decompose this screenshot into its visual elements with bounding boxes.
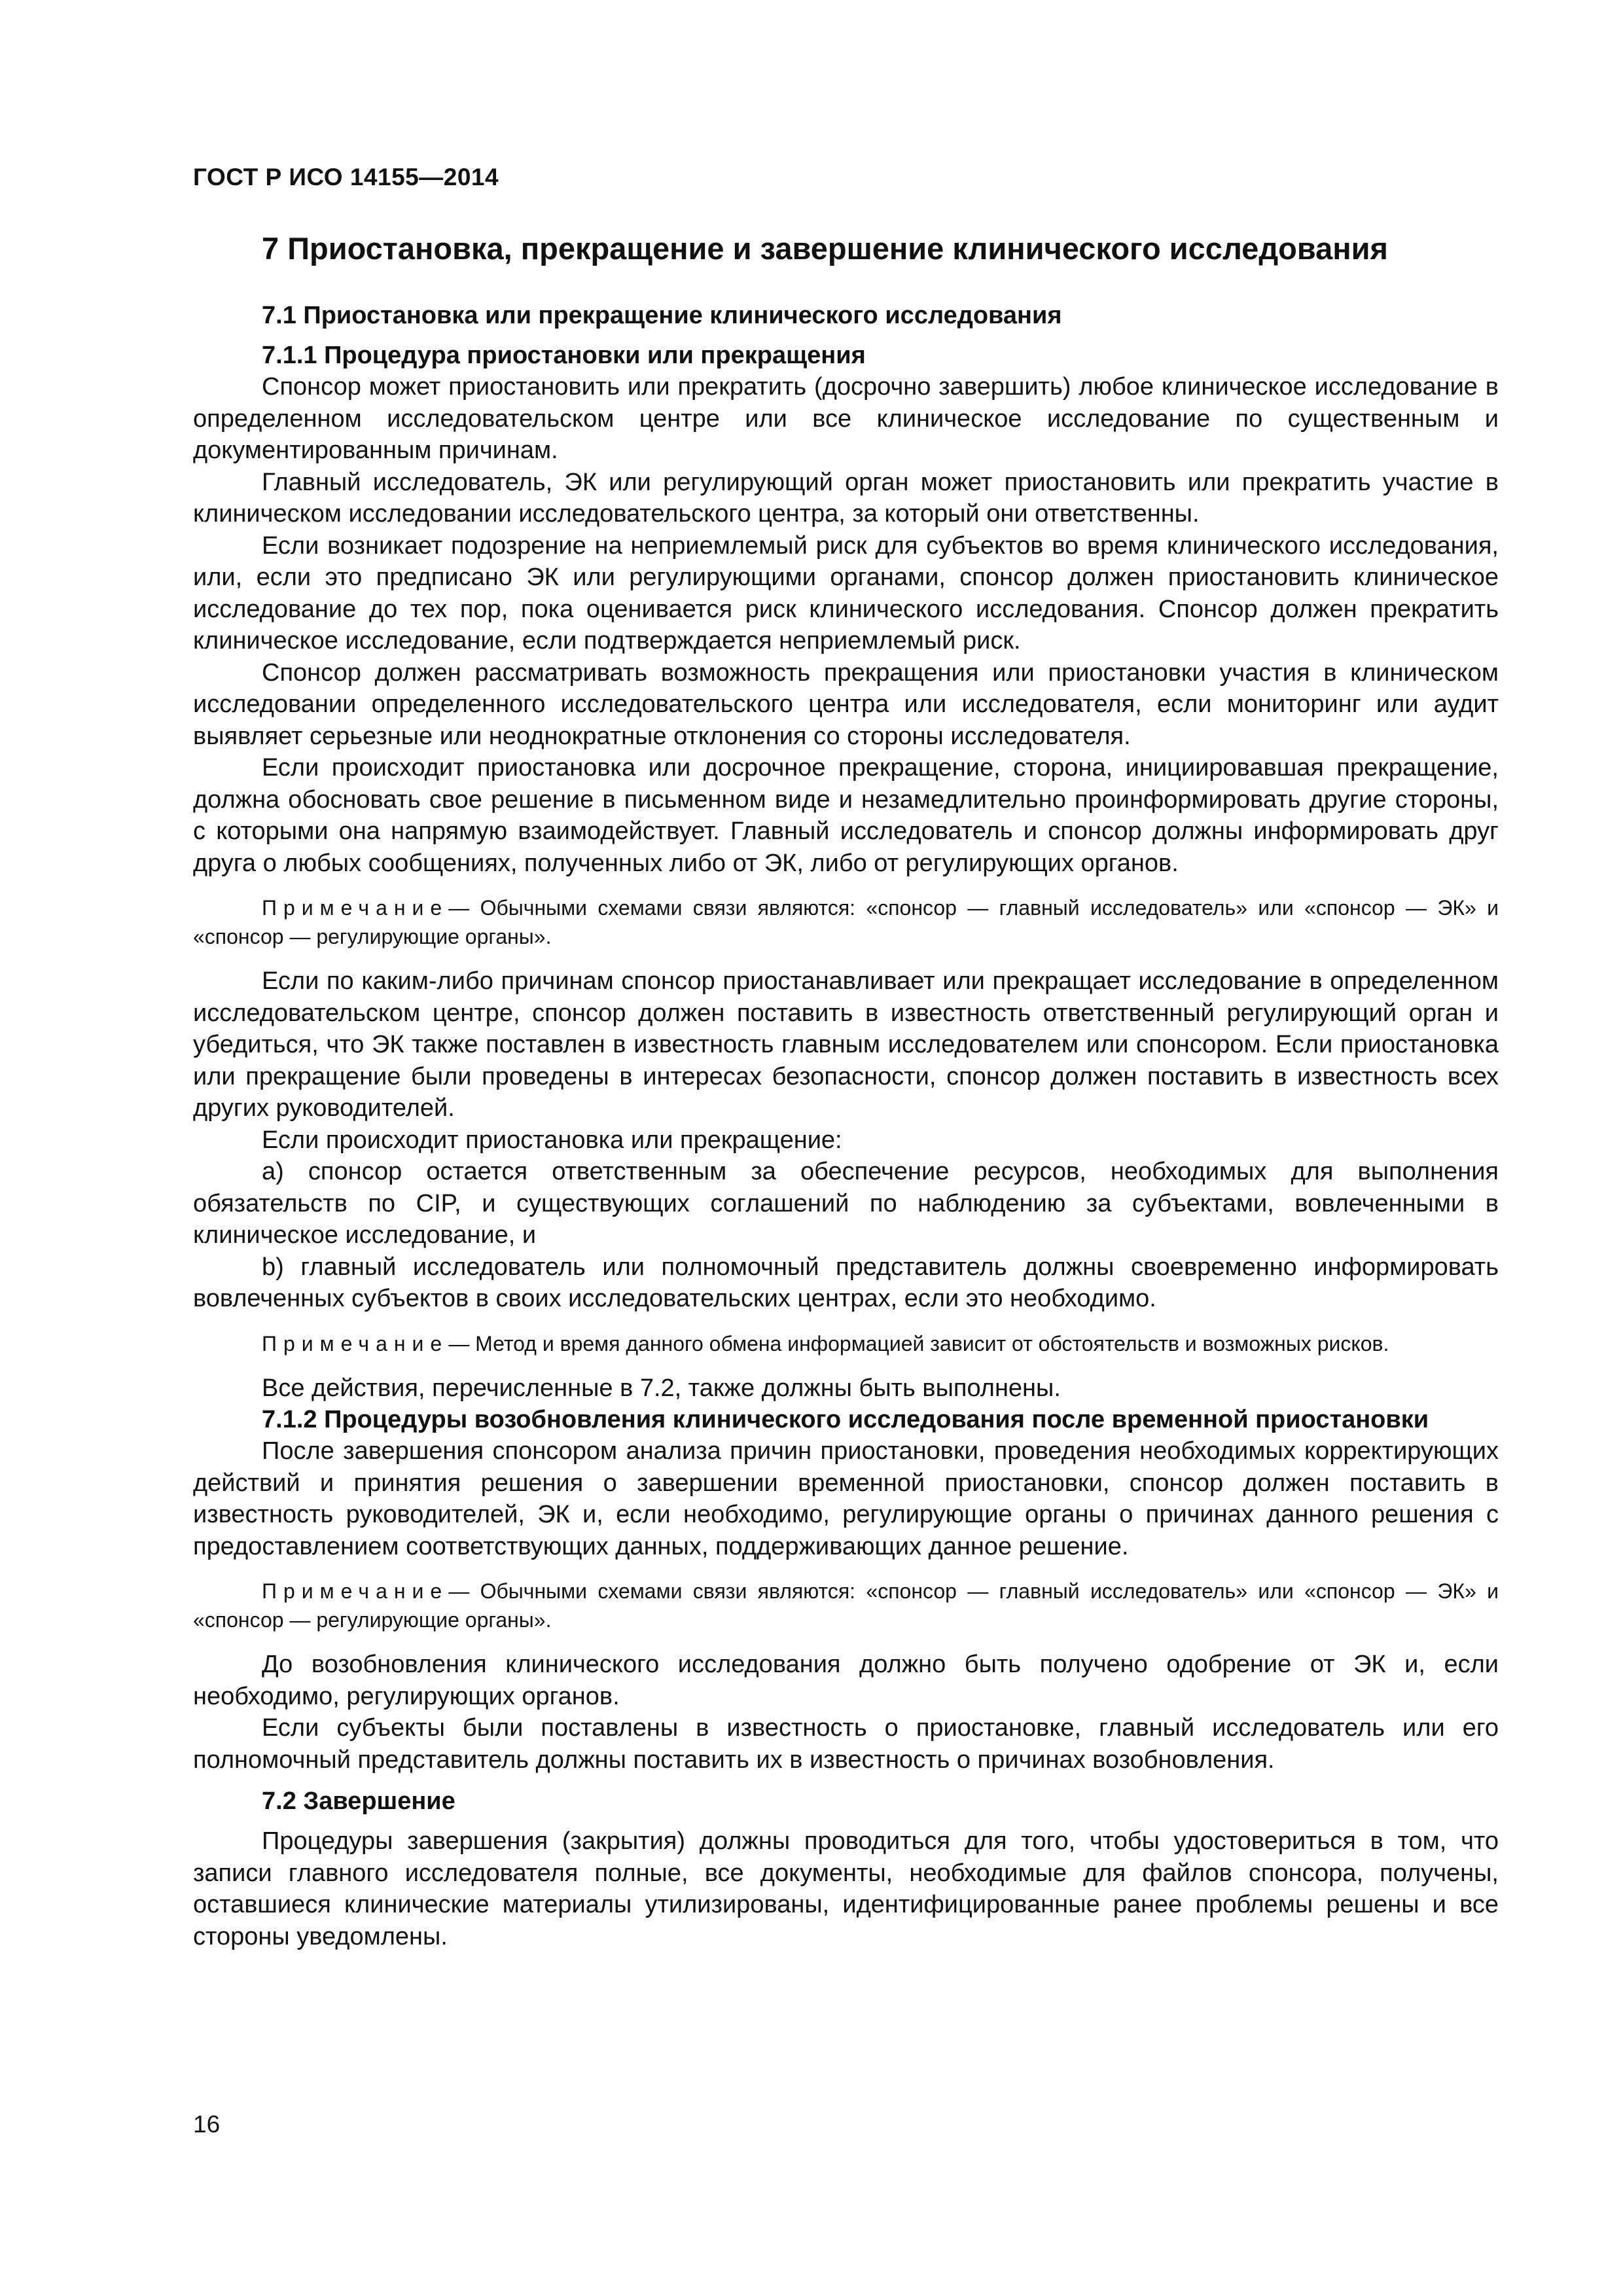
standard-designation: ГОСТ Р ИСО 14155—2014 (193, 164, 499, 190)
paragraph: Если субъекты были поставлены в известность о приостановке, главный исследователь или его полномочный представитель должны поставить их в известность о причинах возобновления. (193, 1714, 1499, 1774)
note (193, 1329, 1499, 1358)
section-title: 7 Приостановка, прекращение и завершение клинического исследования (262, 231, 1388, 266)
paragraph: Процедуры завершения (закрытия) должны проводиться для того, чтобы удостовериться в том, что записи главного исследователя полные, все документы, необходимые для файлов спонсора, получены, оставшиеся клинические материалы утилизированы, идентифицированные ранее проблемы решены и все стороны уведомлены. (193, 1827, 1499, 1950)
page-number: 16 (193, 2111, 221, 2138)
clause-7-1-2-title: 7.1.2 Процедуры возобновления клинического исследования после временной приостановки (262, 1406, 1429, 1433)
list-item-a: a) спонсор остается ответственным за обеспечение ресурсов, необходимых для выполнения обязательств по CIP, и существующих соглашений по наблюдению за субъектами, вовлеченными в клиническое исследование, и (193, 1158, 1499, 1249)
paragraph: Спонсор должен рассматривать возможность прекращения или приостановки участия в клиническом исследовании определенного исследовательского центра или исследователя, если мониторинг или аудит выявляет серьезные или неоднократные отклонения со стороны исследователя. (193, 658, 1499, 750)
note-text: — Метод и время данного обмена информацией зависит от обстоятельств и возможных рисков. (448, 1331, 1389, 1355)
note-label: Примечание (262, 1331, 449, 1355)
note (193, 1577, 1499, 1634)
paragraph: Главный исследователь, ЭК или регулирующий орган может приостановить или прекратить участие в клиническом исследовании исследовательского центра, за который они ответственны. (193, 468, 1499, 528)
note-label: Примечание (262, 896, 449, 920)
note-text: — Обычными схемами связи являются: «спонсор — главный исследователь» или «спонсор — ЭК» и «спонсор — регулирующие органы». (193, 896, 1499, 948)
note-text: — Обычными схемами связи являются: «спонсор — главный исследователь» или «спонсор — ЭК» и «спонсор — регулирующие органы». (193, 1579, 1499, 1632)
paragraph: Спонсор может приостановить или прекратить (досрочно завершить) любое клиническое исследование в определенном исследовательском центре или все клиническое исследование по существенным и документированным причинам. (193, 373, 1499, 464)
paragraph: Если по каким-либо причинам спонсор приостанавливает или прекращает исследование в определенном исследовательском центре, спонсор должен поставить в известность ответственный регулирующий орган и убедиться, что ЭК также поставлен в известность главным исследователем или спонсором. Если приостановка или прекращение были проведены в интересах безопасности, спонсор должен поставить в известность всех других руководителей. (193, 967, 1499, 1122)
subsection-7-1-title: 7.1 Приостановка или прекращение клинического исследования (262, 302, 1062, 329)
paragraph: Если происходит приостановка или досрочное прекращение, сторона, инициировавшая прекращение, должна обосновать свое решение в письменном виде и незамедлительно проинформировать другие стороны, с которыми она напрямую взаимодействует. Главный исследователь и спонсор должны информировать друг друга о любых сообщениях, полученных либо от ЭК, либо от регулирующих органов. (193, 754, 1499, 877)
paragraph: До возобновления клинического исследования должно быть получено одобрение от ЭК и, если необходимо, регулирующих органов. (193, 1651, 1499, 1710)
note-label: Примечание (262, 1579, 449, 1603)
paragraph: Если возникает подозрение на неприемлемый риск для субъектов во время клинического исследования, или, если это предписано ЭК или регулирующими органами, спонсор должен приостановить клиническое исследование до тех пор, пока оценивается риск клинического исследования. Спонсор должен прекратить клиническое исследование, если подтверждается неприемлемый риск. (193, 531, 1499, 655)
note (193, 893, 1499, 951)
paragraph: После завершения спонсором анализа причин приостановки, проведения необходимых корректирующих действий и принятия решения о завершении временной приостановки, спонсор должен поставить в известность руководителей, ЭК и, если необходимо, регулирующие органы о причинах данного решения с предоставлением соответствующих данных, поддерживающих данное решение. (193, 1437, 1499, 1560)
subsection-7-2-title: 7.2 Завершение (262, 1787, 455, 1815)
paragraph: Все действия, перечисленные в 7.2, также должны быть выполнены. (262, 1374, 1061, 1402)
paragraph: Если происходит приостановка или прекращение: (262, 1126, 842, 1154)
clause-7-1-1-title: 7.1.1 Процедура приостановки или прекращения (262, 342, 866, 369)
document-body (193, 298, 1499, 1952)
list-item-b: b) главный исследователь или полномочный представитель должны своевременно информировать вовлеченных субъектов в своих исследовательских центрах, если это необходимо. (193, 1253, 1499, 1312)
